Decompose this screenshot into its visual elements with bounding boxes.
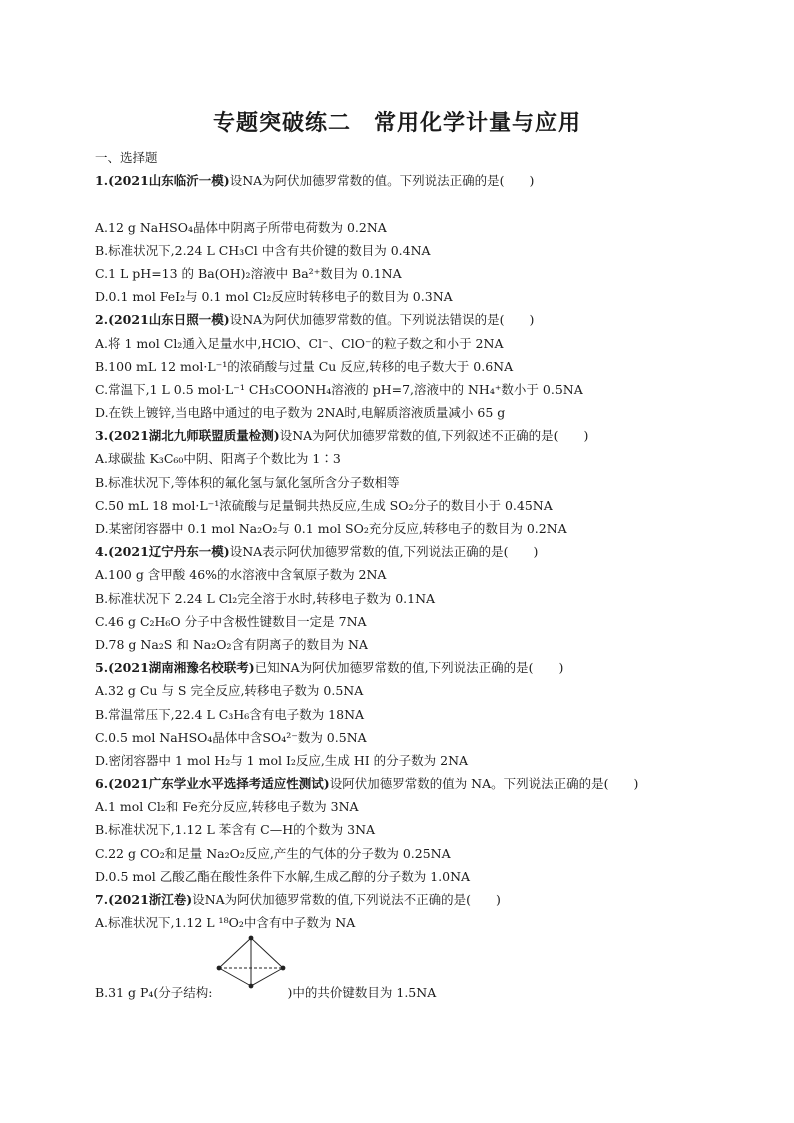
option: A.将 1 mol Cl₂通入足量水中,HClO、Cl⁻、ClO⁻的粒子数之和小于 2NA (95, 335, 504, 351)
question-number: 5. (95, 660, 109, 676)
question-number: 1. (95, 173, 109, 189)
option: D.某密闭容器中 0.1 mol Na₂O₂与 0.1 mol SO₂充分反应,转移电子的数目为 0.2NA (95, 521, 567, 536)
question-stem (95, 888, 715, 911)
question-source: (2021湖北九师联盟质量检测) (108, 428, 280, 444)
option: C.常温下,1 L 0.5 mol·L⁻¹ CH₃COONH₄溶液的 pH=7,溶液中的 NH₄⁺数小于 0.5NA (95, 381, 583, 397)
question-text: 设NA为阿伏加德罗常数的值,下列叙述不正确的是( ) (279, 428, 589, 444)
question-source: (2021湖南湘豫名校联考) (108, 660, 255, 676)
question-stem (95, 772, 715, 795)
option: A.球碳盐 K₃C₆₀中阴、阳离子个数比为 1∶3 (95, 451, 341, 467)
option: B.常温常压下,22.4 L C₃H₆含有电子数为 18NA (95, 706, 365, 722)
option: B.标准状况下,1.12 L 苯含有 C—H的个数为 3NA (95, 822, 376, 838)
option: D.在铁上镀锌,当电路中通过的电子数为 2NA时,电解质溶液质量减小 65 g (95, 405, 506, 421)
question-text: 设NA表示阿伏加德罗常数的值,下列说法正确的是( ) (229, 544, 539, 560)
option: A.32 g Cu 与 S 完全反应,转移电子数为 0.5NA (95, 683, 364, 699)
question-stem (95, 540, 715, 563)
question-source: (2021广东学业水平选择考适应性测试) (108, 776, 330, 792)
question-text: 已知NA为阿伏加德罗常数的值,下列说法正确的是( ) (254, 660, 564, 676)
option: A.100 g 含甲酸 46%的水溶液中含氧原子数为 2NA (95, 567, 387, 583)
option: D.0.5 mol 乙酸乙酯在酸性条件下水解,生成乙醇的分子数为 1.0NA (95, 868, 471, 884)
option: D.0.1 mol FeI₂与 0.1 mol Cl₂反应时转移电子的数目为 0.3NA (95, 289, 453, 305)
page-title: 专题突破练二 常用化学计量与应用 (212, 111, 581, 136)
question-text: 设NA为阿伏加德罗常数的值。下列说法错误的是( ) (229, 312, 535, 328)
option: D.密闭容器中 1 mol H₂与 1 mol I₂反应,生成 HI 的分子数为 2NA (95, 752, 469, 768)
question-source: (2021浙江卷) (108, 892, 193, 907)
question-source: (2021辽宁丹东一模) (108, 544, 230, 560)
question-source: (2021山东日照一模) (108, 312, 230, 328)
question-text: 设NA为阿伏加德罗常数的值。下列说法正确的是( ) (229, 173, 535, 189)
question-stem (95, 169, 715, 192)
option: A.1 mol Cl₂和 Fe充分反应,转移电子数为 3NA (95, 799, 359, 815)
option: C.1 L pH=13 的 Ba(OH)₂溶液中 Ba²⁺数目为 0.1NA (95, 265, 402, 281)
question-stem (95, 308, 715, 331)
section-heading: 一、选择题 (95, 150, 158, 165)
option: A.12 g NaHSO₄晶体中阴离子所带电荷数为 0.2NA (95, 219, 387, 235)
question-number: 3. (95, 428, 109, 444)
option: B.标准状况下,等体积的氟化氢与氯化氢所含分子数相等 (95, 474, 400, 490)
question-number: 7. (95, 892, 109, 907)
option: D.78 g Na₂S 和 Na₂O₂含有阴离子的数目为 NA (95, 636, 368, 652)
option: C.46 g C₂H₆O 分子中含极性键数目一定是 7NA (95, 613, 367, 629)
answer-space (95, 192, 715, 215)
option-with-figure (95, 934, 715, 1004)
option: B.标准状况下 2.24 L Cl₂完全溶于水时,转移电子数为 0.1NA (95, 590, 436, 606)
question-stem (95, 424, 715, 447)
option: A.标准状况下,1.12 L ¹⁸O₂中含有中子数为 NA (95, 915, 356, 931)
question-source: (2021山东临沂一模) (108, 173, 230, 189)
question-stem (95, 656, 715, 679)
option: B.31 g P₄(分子结构: )中的共价键数目为 1.5NA (95, 985, 437, 1001)
option: C.0.5 mol NaHSO₄晶体中含SO₄²⁻数为 0.5NA (95, 729, 367, 745)
question-text: 设阿伏加德罗常数的值为 NA。下列说法正确的是( ) (329, 776, 639, 792)
question-text: 设NA为阿伏加德罗常数的值,下列说法不正确的是( ) (192, 892, 501, 907)
question-number: 4. (95, 544, 109, 560)
question-content (95, 146, 715, 1004)
option: C.50 mL 18 mol·L⁻¹浓硫酸与足量铜共热反应,生成 SO₂分子的数目小于 0.45NA (95, 497, 553, 513)
option: C.22 g CO₂和足量 Na₂O₂反应,产生的气体的分子数为 0.25NA (95, 845, 451, 861)
option: B.100 mL 12 mol·L⁻¹的浓硝酸与过量 Cu 反应,转移的电子数大于 0.6NA (95, 358, 514, 374)
option: B.标准状况下,2.24 L CH₃Cl 中含有共价键的数目为 0.4NA (95, 242, 431, 258)
question-number: 6. (95, 776, 109, 792)
question-number: 2. (95, 312, 109, 328)
